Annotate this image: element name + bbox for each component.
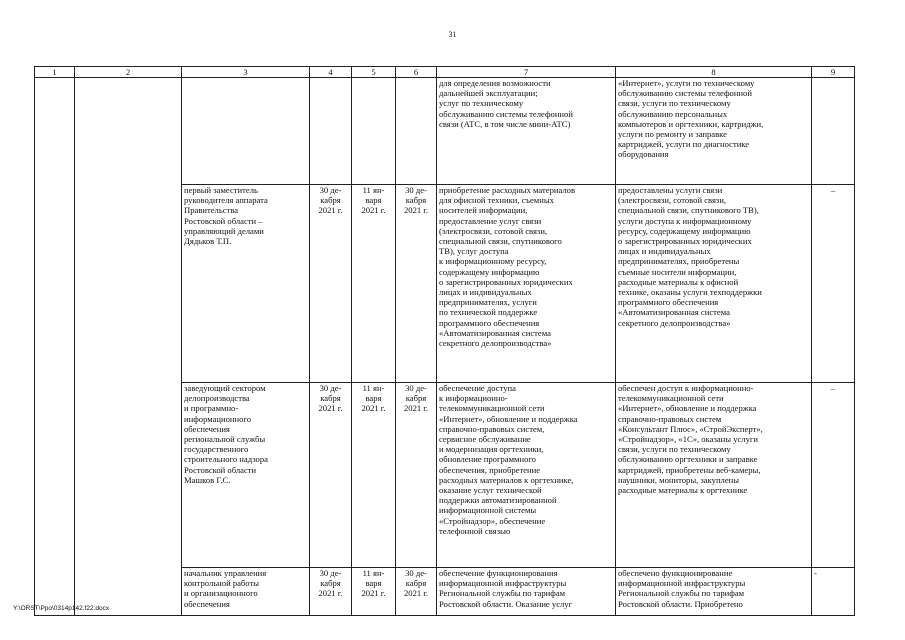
result-cell: предоставлены услуги связи (электросвязи, сотовой связи, специальной связи, спутникового ТВ), услуги доступа к информационному ресурсу, содержащему информацию о зарегистрированных юридических лицах и индивидуальных предпринимателях, приобретены съемные носители информации, расходные материалы к офисной технике, оказаны услуги техподдержки программного обеспечения «Автоматизированная система секретного делопроизводства» — [616, 185, 812, 383]
column-number: 5 — [352, 67, 396, 78]
column-number: 7 — [437, 67, 616, 78]
date-cell: 11 ян- варя 2021 г. — [352, 568, 396, 616]
result-cell: обеспечен доступ к информационно- телекоммуникационной сети «Интернет», обновление и поддержка справочно-правовых систем «Консультант Плюс», «СтройЭксперт», «Стройнадзор», «1С», оказаны услуги связи, услуги по техническому обслуживанию оргтехники и заправке картриджей, приобретены веб-камеры, наушники, мониторы, закуплены расходные материалы к оргтехнике — [616, 383, 812, 568]
column-number: 2 — [75, 67, 182, 78]
note-cell — [812, 78, 855, 185]
date-cell — [352, 78, 396, 185]
result-cell: обеспечено функционирование информационной инфраструктуры Региональной службы по тарифам Ростовской области. Приобретено — [616, 568, 812, 616]
date-cell: 30 де- кабря 2021 г. — [396, 568, 437, 616]
note-cell: – — [812, 185, 855, 383]
column-number: 6 — [396, 67, 437, 78]
merged-cell-col1 — [35, 78, 75, 616]
date-cell — [310, 78, 352, 185]
date-cell: 11 ян- варя 2021 г. — [352, 185, 396, 383]
result-cell: «Интернет», услуги по техническому обслуживанию системы телефонной связи, услуги по техническому обслуживанию персональных компьютеров и оргтехники, картриджи, услуги по ремонту и заправке картриджей, услуги по диагностике оборудования — [616, 78, 812, 185]
column-number: 9 — [812, 67, 855, 78]
planned-measures-cell: обеспечение доступа к информационно- телекоммуникационной сети «Интернет», обновление и поддержка справочно-правовых систем, сервисное обслуживание и модернизация оргтехники, обновление программного обеспечения, приобретение расходных материалов к оргтехнике, оказание услуг технической поддержки автоматизированной информационной системы «Стройнадзор», обеспечение телефонной связью — [437, 383, 616, 568]
column-number-row — [35, 67, 855, 78]
date-cell: 30 де- кабря 2021 г. — [396, 383, 437, 568]
planned-measures-cell: обеспечение функционирования информационной инфраструктуры Региональной службы по тарифам Ростовской области. Оказание услуг — [437, 568, 616, 616]
date-cell — [396, 78, 437, 185]
column-number: 3 — [182, 67, 310, 78]
responsible-cell: начальник управления контрольной работы и организационного обеспечения — [182, 568, 310, 616]
responsible-cell: первый заместитель руководителя аппарата Правительства Ростовской области – управляющий делами Дядьков Т.П. — [182, 185, 310, 383]
document-file-path: Y:\ORST\Ppo\0314p142.f22.docx — [13, 605, 110, 612]
date-cell: 30 де- кабря 2021 г. — [310, 185, 352, 383]
date-cell: 11 ян- варя 2021 г. — [352, 383, 396, 568]
date-cell: 30 де- кабря 2021 г. — [310, 568, 352, 616]
column-number: 1 — [35, 67, 75, 78]
report-table — [34, 66, 855, 616]
responsible-cell — [182, 78, 310, 185]
note-cell: – — [812, 383, 855, 568]
responsible-cell: заведующий сектором делопроизводства и программно- информационного обеспечения региональной службы государственного строительного надзора Ростовской области Машков Г.С. — [182, 383, 310, 568]
date-cell: 30 де- кабря 2021 г. — [396, 185, 437, 383]
note-cell: - — [812, 568, 855, 616]
date-cell: 30 де- кабря 2021 г. — [310, 383, 352, 568]
page-number: 31 — [448, 30, 457, 39]
table-row — [35, 78, 855, 185]
planned-measures-cell: приобретение расходных материалов для офисной техники, съемных носителей информации, предоставление услуг связи (электросвязи, сотовой связи, специальной связи, спутникового ТВ), услуг доступа к информационному ресурсу, содержащему информацию о зарегистрированных юридических лицах и индивидуальных предпринимателях, услуги по технической поддержке программного обеспечения «Автоматизированная система секретного делопроизводства» — [437, 185, 616, 383]
column-number: 8 — [616, 67, 812, 78]
column-number: 4 — [310, 67, 352, 78]
planned-measures-cell: для определения возможности дальнейшей эксплуатации; услуг по техническому обслуживанию системы телефонной связи (АТС, в том числе мини-АТС) — [437, 78, 616, 185]
merged-cell-col2 — [75, 78, 182, 616]
